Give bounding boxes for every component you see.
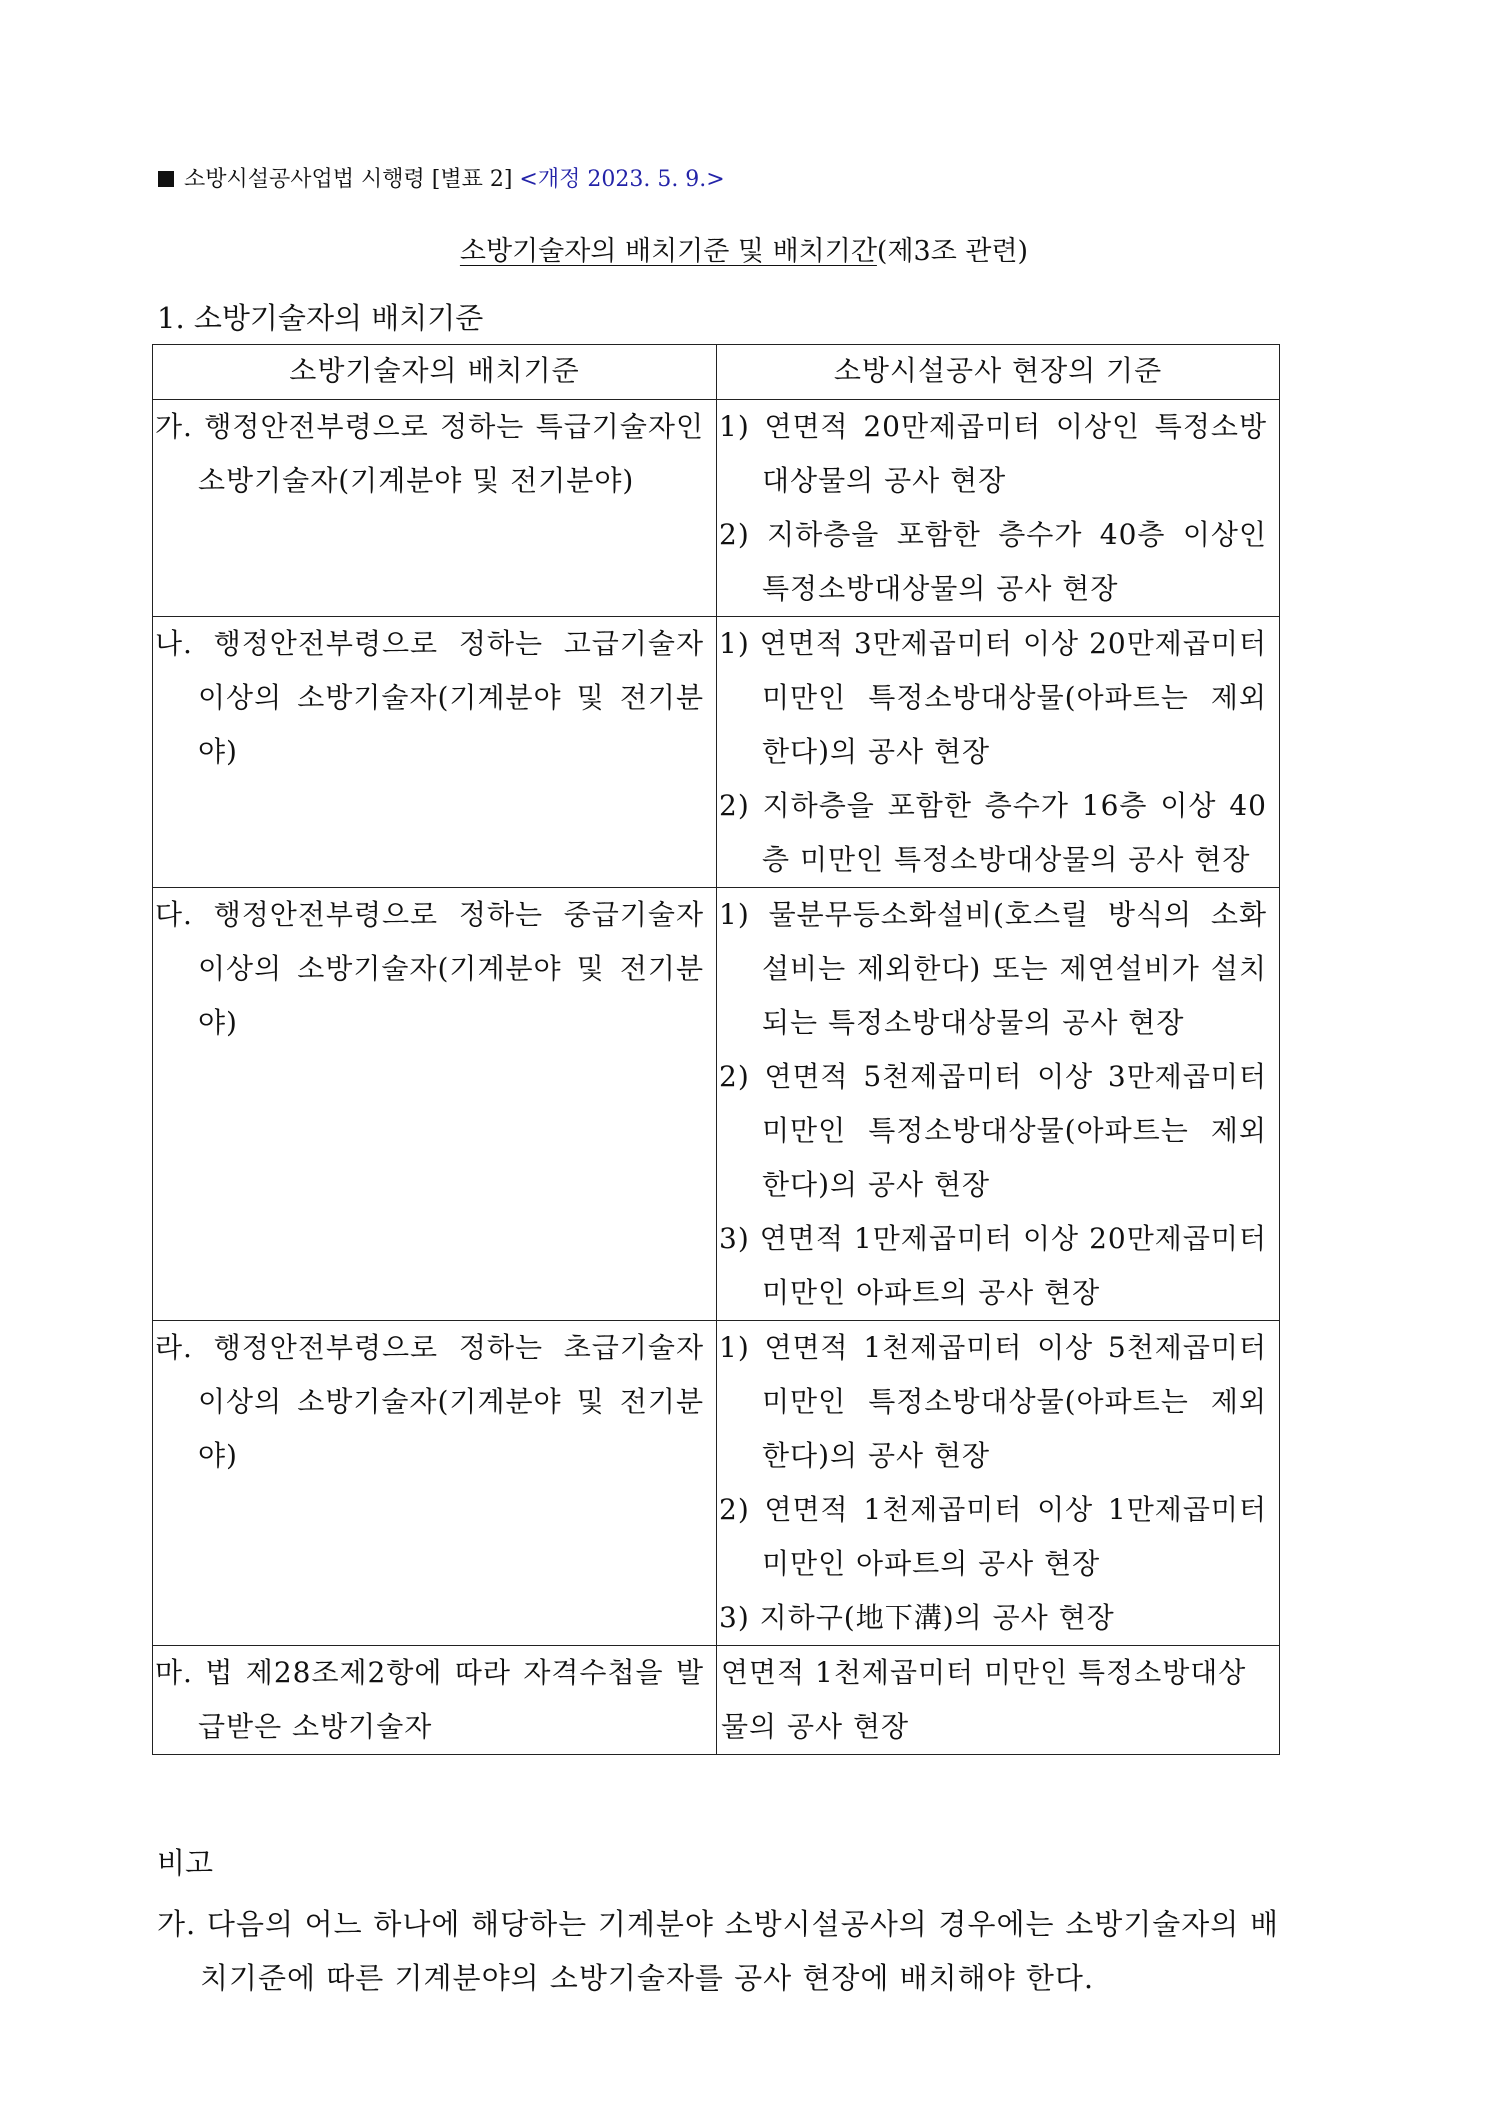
section-heading: 1. 소방기술자의 배치기준 xyxy=(157,301,484,335)
site-condition: 1) 연면적 3만제곱미터 이상 20만제곱미터 미만인 특정소방대상물(아파트는 제외한다)의 공사 현장 xyxy=(719,627,1267,768)
column-header: 소방시설공사 현장의 기준 xyxy=(717,345,1280,400)
technician-criteria-cell xyxy=(153,888,717,1321)
site-condition: 2) 연면적 1천제곱미터 이상 1만제곱미터 미만인 아파트의 공사 현장 xyxy=(719,1493,1267,1580)
placement-criteria-table xyxy=(152,344,1280,1755)
document-title-suffix: (제3조 관련) xyxy=(876,236,1029,267)
square-bullet-icon xyxy=(158,171,174,187)
remarks-heading: 비고 xyxy=(157,1846,214,1880)
technician-criteria-cell xyxy=(153,400,717,617)
site-criteria-cell xyxy=(717,888,1280,1321)
site-condition: 1) 연면적 20만제곱미터 이상인 특정소방대상물의 공사 현장 xyxy=(719,410,1267,497)
document-title xyxy=(0,234,1488,270)
technician-criteria-cell xyxy=(153,1646,717,1755)
technician-criteria: 가. 행정안전부령으로 정하는 특급기술자인 소방기술자(기계분야 및 전기분야) xyxy=(155,410,704,497)
site-condition: 3) 연면적 1만제곱미터 이상 20만제곱미터 미만인 아파트의 공사 현장 xyxy=(719,1222,1267,1309)
technician-criteria-cell xyxy=(153,1321,717,1646)
site-condition: 2) 지하층을 포함한 층수가 16층 이상 40층 미만인 특정소방대상물의 공사 현장 xyxy=(719,789,1267,876)
site-condition: 1) 연면적 1천제곱미터 이상 5천제곱미터 미만인 특정소방대상물(아파트는 제외한다)의 공사 현장 xyxy=(719,1331,1267,1472)
document-title-main: 소방기술자의 배치기준 및 배치기간 xyxy=(459,236,877,267)
table-row xyxy=(153,888,1280,1321)
law-reference-line xyxy=(158,165,725,195)
table-header-row xyxy=(153,345,1280,400)
technician-criteria: 마. 법 제28조제2항에 따라 자격수첩을 발급받은 소방기술자 xyxy=(155,1656,704,1743)
technician-criteria: 라. 행정안전부령으로 정하는 초급기술자 이상의 소방기술자(기계분야 및 전기분야) xyxy=(155,1331,704,1472)
remark-item: 가. 다음의 어느 하나에 해당하는 기계분야 소방시설공사의 경우에는 소방기술자의 배치기준에 따른 기계분야의 소방기술자를 공사 현장에 배치해야 한다. xyxy=(157,1907,1279,1995)
site-criteria-cell xyxy=(717,1646,1280,1755)
site-condition: 2) 연면적 5천제곱미터 이상 3만제곱미터 미만인 특정소방대상물(아파트는 제외한다)의 공사 현장 xyxy=(719,1060,1267,1201)
column-header: 소방기술자의 배치기준 xyxy=(153,345,717,400)
table-row xyxy=(153,617,1280,888)
site-criteria-cell xyxy=(717,400,1280,617)
amendment-link[interactable]: <개정 2023. 5. 9.> xyxy=(519,167,725,192)
table-row xyxy=(153,1321,1280,1646)
technician-criteria: 다. 행정안전부령으로 정하는 중급기술자 이상의 소방기술자(기계분야 및 전기분야) xyxy=(155,898,704,1039)
table-row xyxy=(153,1646,1280,1755)
site-condition: 1) 물분무등소화설비(호스릴 방식의 소화설비는 제외한다) 또는 제연설비가 설치되는 특정소방대상물의 공사 현장 xyxy=(719,898,1267,1039)
table-row xyxy=(153,400,1280,617)
law-reference: 소방시설공사업법 시행령 [별표 2] xyxy=(184,167,513,192)
site-condition: 2) 지하층을 포함한 층수가 40층 이상인 특정소방대상물의 공사 현장 xyxy=(719,518,1267,605)
technician-criteria: 나. 행정안전부령으로 정하는 고급기술자 이상의 소방기술자(기계분야 및 전기분야) xyxy=(155,627,704,768)
site-criteria-cell xyxy=(717,1321,1280,1646)
site-condition: 3) 지하구(地下溝)의 공사 현장 xyxy=(719,1601,1115,1634)
site-condition: 연면적 1천제곱미터 미만인 특정소방대상물의 공사 현장 xyxy=(721,1656,1247,1743)
site-criteria-cell xyxy=(717,617,1280,888)
technician-criteria-cell xyxy=(153,617,717,888)
